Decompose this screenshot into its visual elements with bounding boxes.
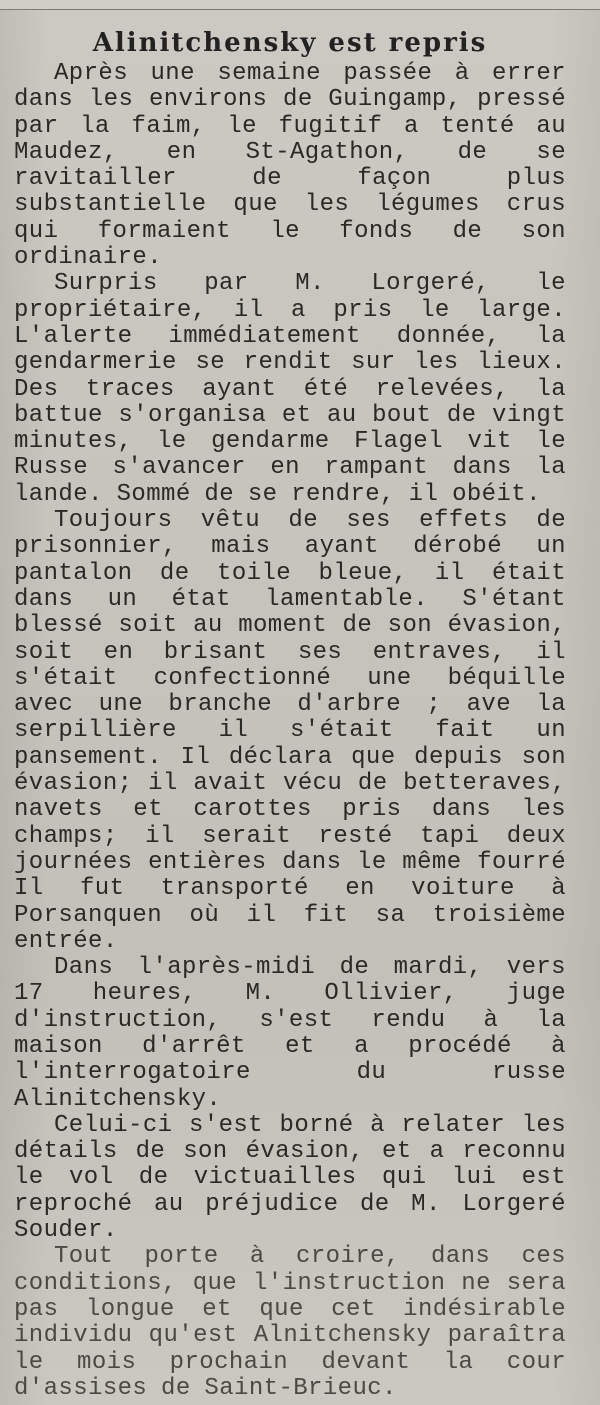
paragraph-4: Dans l'après-midi de mardi, vers 17 heures, M. Ollivier, juge d'instruction, s'est rendu à la maison d'arrêt et a procédé à l'interrogatoire du russe Alinitchensky. [14,954,566,1113]
article-body [14,61,566,1402]
paragraph-6: Tout porte à croire, dans ces conditions, que l'instruction ne sera pas longue et que cet indésirable individu qu'est Alnitchensky paraîtra le mois prochain devant la cour d'assises de Saint-Brieuc. [14,1243,566,1402]
paragraph-2: Surpris par M. Lorgeré, le propriétaire, il a pris le large. L'alerte immédiatement donnée, la gendarmerie se rendit sur les lieux. Des traces ayant été relevées, la battue s'organisa et au bout de vingt minutes, le gendarme Flagel vit le Russe s'avancer en rampant dans la lande. Sommé de se rendre, il obéit. [14,270,566,508]
article-headline: Alinitchensky est repris [92,28,488,58]
paragraph-5: Celui-ci s'est borné à relater les détails de son évasion, et a reconnu le vol de victuailles qui lui est reproché au préjudice de M. Lorgeré Souder. [14,1111,566,1245]
paragraph-1: Après une semaine passée à errer dans les environs de Guingamp, pressé par la faim, le fugitif a tenté au Maudez, en St-Agathon, de se ravitailler de façon plus substantielle que les légumes crus qui formaient le fonds de son ordinaire. [14,60,566,272]
paragraph-3: Toujours vêtu de ses effets de prisonnier, mais ayant dérobé un pantalon de toile bleue, il était dans un état lamentable. S'étant blessé soit au moment de son évasion, soit en brisant ses entraves, il s'était confectionné une béquille avec une branche d'arbre ; ave la serpillière il s'était fait un pansement. Il déclara que depuis son évasion; il avait vécu de betteraves, navets et carottes pris dans les champs; il serait resté tapi deux journées entières dans le même fourré Il fut transporté en voiture à Porsanquen où il fit sa troisième entrée. [14,507,566,955]
